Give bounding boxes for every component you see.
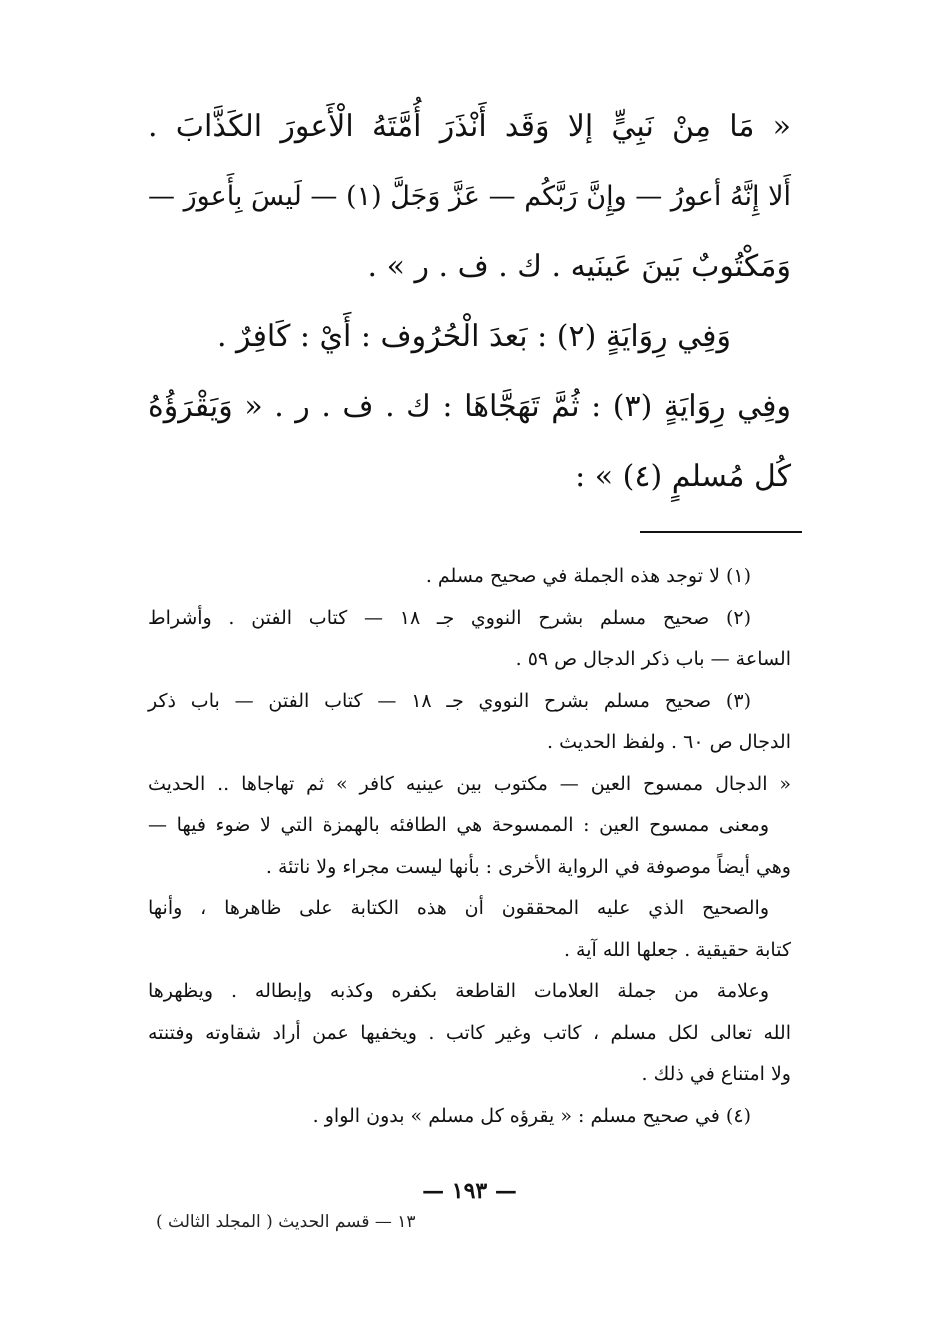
hadith-line-3: وَمَكْتُوبٌ بَينَ عَينَيه . ك . ف . ر » .: [367, 249, 791, 284]
footnote-line-13: ولا امتناع في ذلك .: [641, 1063, 791, 1085]
footnote-line-3: الساعة — باب ذكر الدجال ص ٥٩ .: [515, 648, 791, 670]
footnote-line-4: (٣) صحيح مسلم بشرح النووي جـ ١٨ — كتاب الفتن — باب ذكر: [148, 689, 751, 712]
hadith-line-4: وَفِي رِوَايَةٍ (٢) : بَعدَ الْحُرُوف : أَيْ : كَافِرٌ .: [216, 319, 731, 354]
footnote-line-11: وعلامة من جملة العلامات القاطعة بكفره وكذبه وإبطاله . ويظهرها: [148, 980, 769, 1002]
page-number: — ١٩٣ —: [422, 1178, 517, 1204]
hadith-line-5: وفِي رِوَايَةٍ (٣) : ثُمَّ تَهَجَّاهَا : ك . ف . ر . « وَيَقْرَؤُهُ: [148, 389, 791, 424]
footnote-line-8: وهي أيضاً موصوفة في الرواية الأخرى : بأنها ليست مجراء ولا ناتئة .: [265, 855, 791, 878]
footnotes: [148, 556, 791, 1137]
footnote-line-10: كتابة حقيقية . جعلها الله آية .: [563, 938, 791, 961]
footnote-line-5: الدجال ص ٦٠ . ولفظ الحديث .: [547, 731, 791, 753]
footnote-line-14: (٤) في صحيح مسلم : « يقرؤه كل مسلم » بدون الواو .: [312, 1104, 751, 1127]
footnote-line-12: الله تعالى لكل مسلم ، كاتب وغير كاتب . ويخفيها عمن أراد شقاوته وفتنته: [148, 1021, 791, 1044]
footnote-line-6: « الدجال ممسوح العين — مكتوب بين عينيه كافر » ثم تهاجاها .. الحديث: [148, 772, 791, 795]
hadith-line-2: أَلا إِنَّهُ أعورُ — وإِنَّ رَبَّكُم — عَزَّ وَجَلَّ (١) — لَيسَ بِأَعورَ —: [148, 181, 791, 212]
footnote-separator: [640, 531, 802, 533]
hadith-text: [148, 92, 791, 512]
hadith-line-6: كُل مُسلمٍ (٤) » :: [575, 459, 791, 494]
footnote-line-2: (٢) صحيح مسلم بشرح النووي جـ ١٨ — كتاب الفتن . وأشراط: [148, 606, 751, 629]
hadith-line-1: « مَا مِنْ نَبِيٍّ إلا وَقَد أَنْذَرَ أُمَّتَهُ الْأَعورَ الكَذَّابَ .: [148, 109, 791, 144]
footnote-line-1: (١) لا توجد هذه الجملة في صحيح مسلم .: [425, 565, 751, 587]
footnote-line-7: ومعنى ممسوح العين : الممسوحة هي الطافئه بالهمزة التي لا ضوء فيها —: [148, 814, 769, 836]
footnote-line-9: والصحيح الذي عليه المحققون أن هذه الكتابة على ظاهرها ، وأنها: [148, 897, 769, 919]
printer-signature: ١٣ — قسم الحديث ( المجلد الثالث ): [156, 1212, 416, 1232]
